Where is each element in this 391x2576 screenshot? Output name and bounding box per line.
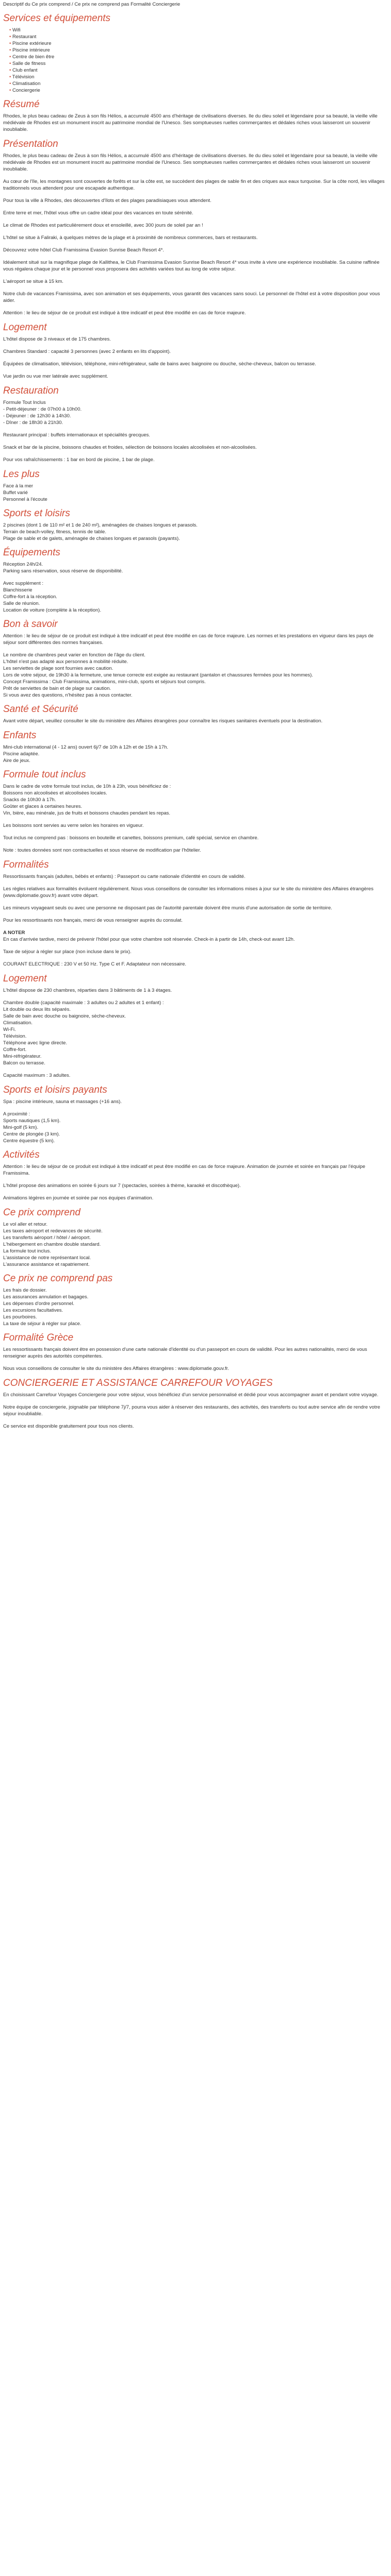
service-item: • Wifi xyxy=(9,27,388,33)
formalite-grece-text: Nous vous conseillons de consulter le site du ministère des Affaires étrangères : www.diplomatie.gouv.fr. xyxy=(3,1366,229,1371)
service-item: • Télévision xyxy=(9,74,388,80)
service-item: • Piscine intérieure xyxy=(9,47,388,54)
comprend-item: La formule tout inclus. xyxy=(3,1248,51,1254)
activites-text: Animations légères en journée et soirée par nos équipes d'animation. xyxy=(3,1195,154,1201)
bon-a-savoir-line: Prêt de serviettes de bain et de plage sur caution. xyxy=(3,686,111,691)
activites-title: Activités xyxy=(3,1149,40,1160)
sante-title: Santé et Sécurité xyxy=(3,704,78,715)
ne-comprend-pas-item: Les excursions facultatives. xyxy=(3,1308,63,1313)
sports2-item: Centre de plongée (3 km). xyxy=(3,1131,60,1137)
presentation-paragraph: Pour tous la ville à Rhodes, des découvertes d'îlots et des plages paradisiaques vous attendent. xyxy=(3,198,211,204)
formule-item: Snacks de 10h30 à 17h. xyxy=(3,797,56,803)
ne-comprend-pas-item: Les frais de dossier. xyxy=(3,1287,47,1293)
sports-line: Terrain de beach-volley, fitness, tennis de table. xyxy=(3,529,106,535)
logement2-item: Climatisation. xyxy=(3,1020,33,1026)
formalites-text: Les règles relatives aux formalités évoluent régulièrement. Nous vous conseillons de consulter les informations mises à jour sur le site du ministère des Affaires étrangères (www.diplomatie.gouv.fr) avant votre départ. xyxy=(3,886,373,899)
services-list xyxy=(3,27,388,94)
conciergerie-text: Notre équipe de conciergerie, joignable par téléphone 7j/7, pourra vous aider à réserver des restaurants, des activités, des transferts ou tout autre service afin de rendre votre séjour inoubliable. xyxy=(3,1404,380,1417)
formule-item: Goûter et glaces à certaines heures. xyxy=(3,804,83,809)
enfants-item: Piscine adaptée. xyxy=(3,751,40,757)
a-noter-title: A NOTER xyxy=(3,930,25,936)
formalite-grece-title: Formalité Grèce xyxy=(3,1332,74,1343)
courant-electrique: COURANT ELECTRIQUE : 230 V et 50 Hz. Type C et F. Adaptateur non nécessaire. xyxy=(3,961,187,967)
conciergerie-text: En choisissant Carrefour Voyages Conciergerie pour votre séjour, vous bénéficiez d'un service personnalisé et dédié pour vous accompagner avant et pendant votre voyage. xyxy=(3,1392,379,1398)
formule-text: Tout inclus ne comprend pas : boissons en bouteille et canettes, boissons premium, café spécial, service en chambre. xyxy=(3,835,259,841)
formalites-title: Formalités xyxy=(3,859,49,870)
plus-item: Buffet varié xyxy=(3,490,28,496)
service-item: • Club enfant xyxy=(9,67,388,74)
sante-text: Avant votre départ, veuillez consulter le site du ministère des Affaires étrangères pour connaître les risques sanitaires éventuels pour la destination. xyxy=(3,718,323,724)
comprend-item: Les transferts aéroport / hôtel / aéroport. xyxy=(3,1235,91,1241)
formalites-text: Les mineurs voyageant seuls ou avec une personne ne disposant pas de l'autorité parentale doivent être munis d'une autorisation de sortie de territoire. xyxy=(3,905,332,911)
formule-text: Note : toutes données sont non contractuelles et sous réserve de modification par l'hôtelier. xyxy=(3,848,201,853)
presentation-paragraph: Rhodes, le plus beau cadeau de Zeus à son fils Hélios, a accumulé 4500 ans d'héritage de civilisations diverses. Ile du dieu soleil et légendaire pour sa beauté, la vieille ville médiévale de Rhodes est un monument inscrit au patrimoine mondial de l'Unesco. Ses somptueuses ruelles commerçantes et dédales riches vous laisseront un souvenir inoubliable. xyxy=(3,153,378,172)
ne-comprend-pas-item: Les pourboires. xyxy=(3,1314,37,1320)
sports2-title: Sports et loisirs payants xyxy=(3,1084,107,1095)
formule-item: Vin, bière, eau minérale, jus de fruits et boissons chaudes pendant les repas. xyxy=(3,810,171,816)
sports-title: Sports et loisirs xyxy=(3,508,70,519)
logement2-item: Téléphone avec ligne directe. xyxy=(3,1040,68,1046)
sports-line: 2 piscines (dont 1 de 110 m² et 1 de 240 m²), aménagées de chaises longues et parasols. xyxy=(3,522,198,528)
bon-a-savoir-line: Si vous avez des questions, n'hésitez pas à nous contacter. xyxy=(3,692,133,698)
resume-title: Résumé xyxy=(3,99,40,110)
service-item: • Restaurant xyxy=(9,33,388,40)
presentation-paragraph: Idéalement situé sur la magnifique plage de Kallithea, le Club Framissima Evasion Sunrise Beach Resort 4* vous invite à vivre une expérience inoubliable. Sa cuisine raffinée vous régalera chaque jour et le personnel vous proposera des activités variées tout au long de votre séjour. xyxy=(3,260,380,272)
service-item: • Piscine extérieure xyxy=(9,40,388,47)
supplement-item: Location de voiture (complète à la réception). xyxy=(3,607,102,613)
supplement-item: Blanchisserie xyxy=(3,587,32,593)
sports-line: Plage de sable et de galets, aménagée de chaises longues et parasols (payants). xyxy=(3,536,180,541)
comprend-title: Ce prix comprend xyxy=(3,1207,80,1218)
logement2-item: Salle de bain avec douche ou baignoire, sèche-cheveux. xyxy=(3,1013,126,1019)
presentation-paragraph: Découvrez votre hôtel Club Framissima Evasion Sunrise Beach Resort 4*. xyxy=(3,247,165,253)
formule-text: Les boissons sont servies au verre selon les horaires en vigueur. xyxy=(3,823,144,828)
service-item: • Centre de bien être xyxy=(9,54,388,60)
formule-item: Boissons non alcoolisées et alcoolisées locales. xyxy=(3,790,107,796)
bon-a-savoir-text: Attention : le lieu de séjour de ce produit est indiqué à titre indicatif et peut être modifié en cas de force majeure. Les normes et les prestations en vigueur dans les pays de séjour sont différentes des normes françaises. xyxy=(3,633,374,646)
logement2-item: Lit double ou deux lits séparés. xyxy=(3,1007,71,1012)
restauration-line: Formule Tout Inclus xyxy=(3,400,46,405)
service-item: • Salle de fitness xyxy=(9,60,388,67)
logement2-item: Balcon ou terrasse. xyxy=(3,1060,45,1066)
sports2-item: Centre équestre (5 km). xyxy=(3,1138,55,1144)
equipement-item: Réception 24h/24. xyxy=(3,562,43,567)
bon-a-savoir-line: Lors de votre séjour, de 19h30 à la fermeture, une tenue correcte est exigée au restaurant (pantalon et chaussures fermées pour les hommes). xyxy=(3,672,313,678)
sports2-intro: A proximité : xyxy=(3,1111,30,1117)
restauration-text: Pour vos rafraîchissements : 1 bar en bord de piscine, 1 bar de plage. xyxy=(3,457,155,463)
sports2-text: Spa : piscine intérieure, sauna et massages (+16 ans). xyxy=(3,1099,122,1105)
logement2-item: Coffre-fort. xyxy=(3,1047,27,1053)
logement2-item: Mini-réfrigérateur. xyxy=(3,1054,42,1059)
restauration-text: Restaurant principal : buffets internationaux et spécialités grecques. xyxy=(3,432,150,438)
comprend-item: Les taxes aéroport et redevances de sécurité. xyxy=(3,1228,103,1234)
enfants-title: Enfants xyxy=(3,730,37,741)
presentation-title: Présentation xyxy=(3,139,58,149)
logement2-text: L'hôtel dispose de 230 chambres, réparties dans 3 bâtiments de 1 à 3 étages. xyxy=(3,988,172,993)
ne-comprend-pas-title: Ce prix ne comprend pas xyxy=(3,1273,113,1284)
comprend-item: L'assistance de notre représentant local. xyxy=(3,1255,91,1261)
logement-text: Équipées de climatisation, télévision, téléphone, mini-réfrigérateur, salle de bains avec baignoire ou douche, sèche-cheveux, balcon ou terrasse. xyxy=(3,361,316,367)
bon-a-savoir-line: Le nombre de chambres peut varier en fonction de l'âge du client. xyxy=(3,652,145,658)
formalites-text: Pour les ressortissants non français, merci de vous renseigner auprès du consulat. xyxy=(3,918,183,923)
restauration-title: Restauration xyxy=(3,385,59,396)
formalite-grece-text: Les ressortissants français doivent être en possession d'une carte nationale d'identité ou d'un passeport en cours de validité. Pour les autres nationalités, merci de vous renseigner auprès des autorités compétentes. xyxy=(3,1347,367,1359)
equipement-item: Parking sans réservation, sous réserve de disponibilité. xyxy=(3,568,123,574)
plus-item: Face à la mer xyxy=(3,483,34,489)
avec-supplement-label: Avec supplément : xyxy=(3,581,43,586)
activites-text: Attention : le lieu de séjour de ce produit est indiqué à titre indicatif et peut être modifié en cas de force majeure. Animation de journée et soirée en français par l'équipe Framissima. xyxy=(3,1164,366,1176)
formule-title: Formule tout inclus xyxy=(3,769,86,780)
service-item: • Climatisation xyxy=(9,80,388,87)
logement2-capacity: Capacité maximum : 3 adultes. xyxy=(3,1073,71,1078)
logement2-title: Logement xyxy=(3,973,47,984)
comprend-item: L'hébergement en chambre double standard. xyxy=(3,1242,101,1247)
restauration-line: - Dîner : de 18h30 à 21h30. xyxy=(3,420,63,426)
comprend-item: L'assurance assistance et rapatriement. xyxy=(3,1262,90,1267)
logement-text: L'hôtel dispose de 3 niveaux et de 175 chambres. xyxy=(3,336,111,342)
ne-comprend-pas-item: Les assurances annulation et bagages. xyxy=(3,1294,89,1300)
bon-a-savoir-line: Concept Framissima : Club Framissima, animations, mini-club, sports et séjours tout compris. xyxy=(3,679,206,685)
top-note: Descriptif du Ce prix comprend / Ce prix ne comprend pas Formalité Conciergerie xyxy=(3,2,181,7)
ne-comprend-pas-item: La taxe de séjour à régler sur place. xyxy=(3,1321,82,1327)
restauration-line: - Déjeuner : de 12h30 à 14h30. xyxy=(3,413,71,419)
equipements-title: Équipements xyxy=(3,547,60,558)
ne-comprend-pas-item: Les dépenses d'ordre personnel. xyxy=(3,1301,75,1307)
logement-text: Vue jardin ou vue mer latérale avec supplément. xyxy=(3,374,108,379)
presentation-paragraph: Le climat de Rhodes est particulièrement doux et ensoleillé, avec 300 jours de soleil par an ! xyxy=(3,223,203,228)
presentation-paragraph: Attention : le lieu de séjour de ce produit est indiqué à titre indicatif et peut être modifié en cas de force majeure. xyxy=(3,310,246,316)
bon-a-savoir-title: Bon à savoir xyxy=(3,619,58,630)
supplement-item: Coffre-fort à la réception. xyxy=(3,594,57,600)
bon-a-savoir-line: Les serviettes de plage sont fournies avec caution. xyxy=(3,666,113,671)
enfants-item: Mini-club international (4 - 12 ans) ouvert 6j/7 de 10h à 12h et de 15h à 17h. xyxy=(3,744,169,750)
a-noter-text: Taxe de séjour à régler sur place (non incluse dans le prix). xyxy=(3,949,132,955)
logement2-item: Wi-Fi. xyxy=(3,1027,16,1032)
logement-text: Chambres Standard : capacité 3 personnes (avec 2 enfants en lits d'appoint). xyxy=(3,349,171,354)
plus-title: Les plus xyxy=(3,469,40,480)
sports2-item: Mini-golf (5 km). xyxy=(3,1125,39,1130)
logement2-intro: Chambre double (capacité maximale : 3 adultes ou 2 adultes et 1 enfant) : xyxy=(3,1000,164,1006)
presentation-paragraph: L'aéroport se situe à 15 km. xyxy=(3,279,63,284)
enfants-item: Aire de jeux. xyxy=(3,758,30,764)
services-title: Services et équipements xyxy=(3,13,111,24)
conciergerie-title: CONCIERGERIE ET ASSISTANCE CARREFOUR VOYAGES xyxy=(3,1378,273,1388)
sports2-item: Sports nautiques (1,5 km). xyxy=(3,1118,61,1124)
conciergerie-text: Ce service est disponible gratuitement pour tous nos clients. xyxy=(3,1423,134,1429)
resume-text: Rhodes, le plus beau cadeau de Zeus à son fils Hélios, a accumulé 4500 ans d'héritage de civilisations diverses. Ile du dieu soleil et légendaire pour sa beauté, la vieille ville médiévale de Rhodes est un monument inscrit au patrimoine mondial de l'Unesco. Ses somptueuses ruelles commerçantes et dédales riches vous laisseront un souvenir inoubliable. xyxy=(3,113,378,132)
formule-intro: Dans le cadre de votre formule tout inclus, de 10h à 23h, vous bénéficiez de : xyxy=(3,784,171,789)
activites-text: L'hôtel propose des animations en soirée 6 jours sur 7 (spectacles, soirées à thème, karaoké et discothèque). xyxy=(3,1183,241,1189)
restauration-text: Snack et bar de la piscine, boissons chaudes et froides, sélection de boissons locales alcoolisées et non-alcoolisées. xyxy=(3,445,257,450)
logement-title: Logement xyxy=(3,322,47,333)
formalites-text: Ressortissants français (adultes, bébés et enfants) : Passeport ou carte nationale d'identité en cours de validité. xyxy=(3,874,246,879)
plus-item: Personnel à l'écoute xyxy=(3,497,47,502)
restauration-line: - Petit-déjeuner : de 07h00 à 10h00. xyxy=(3,406,82,412)
logement2-item: Télévision. xyxy=(3,1033,27,1039)
presentation-paragraph: L'hôtel se situe à Faliraki, à quelques mètres de la plage et à proximité de nombreux commerces, bars et restaurants. xyxy=(3,235,258,241)
service-item: • Conciergerie xyxy=(9,87,388,94)
presentation-paragraph: Au cœur de l'île, les montagnes sont couvertes de forêts et sur la côte est, se succèdent des plages de sable fin et des criques aux eaux turquoise. Sur la côte nord, les villages traditionnels vous attendent pour une escapade authentique. xyxy=(3,179,385,191)
presentation-paragraph: Entre terre et mer, l'hôtel vous offre un cadre idéal pour des vacances en toute sérénité. xyxy=(3,210,193,216)
supplement-item: Salle de réunion. xyxy=(3,601,40,606)
comprend-item: Le vol aller et retour. xyxy=(3,1222,48,1227)
a-noter-text: En cas d'arrivée tardive, merci de prévenir l'hôtel pour que votre chambre soit réservée. Check-in à partir de 14h, check-out avant 12h. xyxy=(3,937,295,942)
bon-a-savoir-line: L'hôtel n'est pas adapté aux personnes à mobilité réduite. xyxy=(3,659,128,665)
presentation-paragraph: Notre club de vacances Framissima, avec son animation et ses équipements, vous garantit des vacances sans souci. Le personnel de l'hôtel est à votre disposition pour vous aider. xyxy=(3,291,380,303)
